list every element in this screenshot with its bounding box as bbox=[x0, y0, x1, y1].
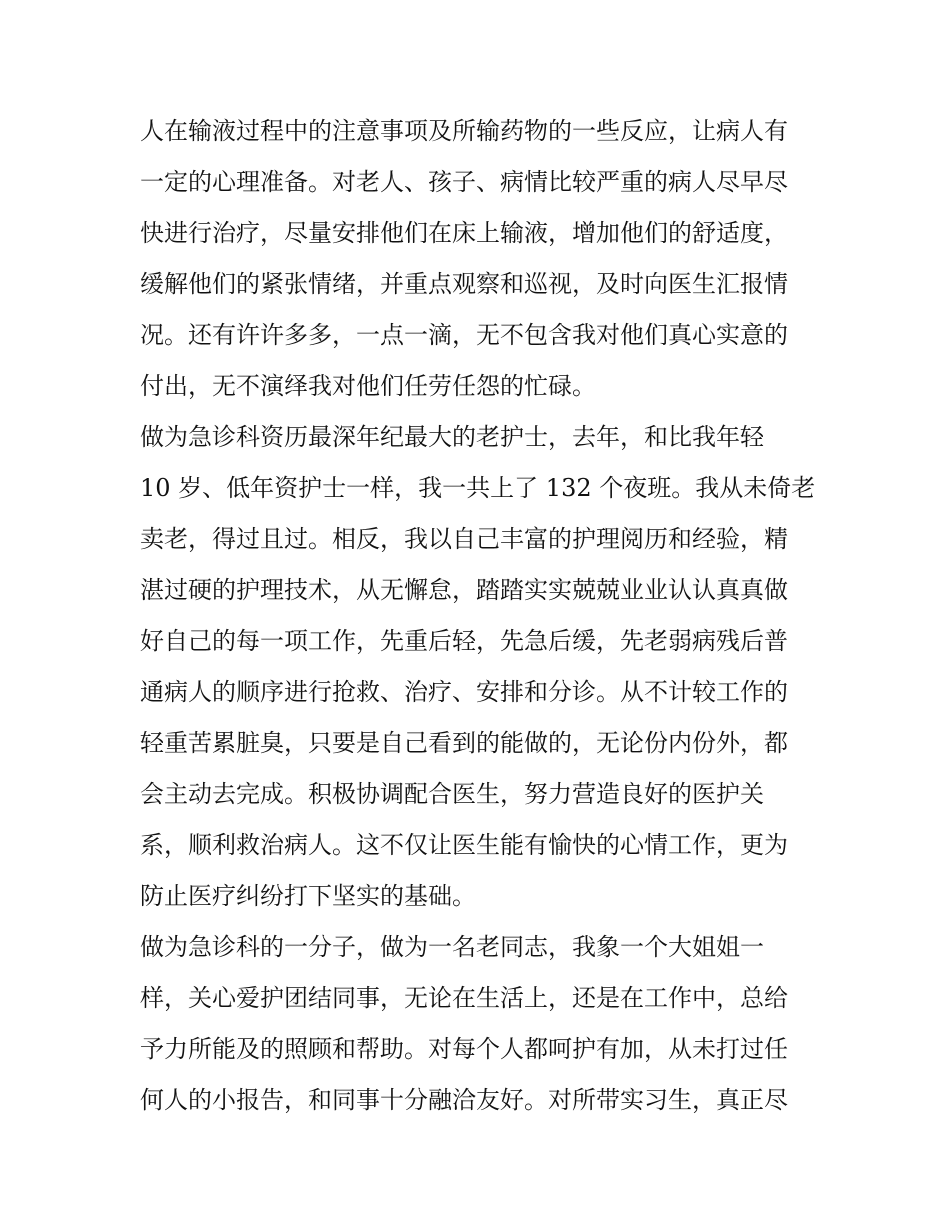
text-line: 况。还有许许多多，一点一滴，无不包含我对他们真心实意的 bbox=[140, 321, 788, 349]
text-line: 10 岁、低年资护士一样，我一共上了 132 个夜班。我从未倚老 bbox=[140, 474, 816, 502]
text-line: 一定的心理准备。对老人、孩子、病情比较严重的病人尽早尽 bbox=[140, 168, 788, 196]
text-line: 人在输液过程中的注意事项及所输药物的一些反应，让病人有 bbox=[140, 117, 788, 145]
text-line: 快进行治疗，尽量安排他们在床上输液，增加他们的舒适度， bbox=[140, 219, 788, 247]
text-line: 会主动去完成。积极协调配合医生，努力营造良好的医护关 bbox=[140, 780, 764, 808]
text-line: 付出，无不演绎我对他们任劳任怨的忙碌。 bbox=[140, 372, 596, 400]
text-line: 做为急诊科的一分子，做为一名老同志，我象一个大姐姐一 bbox=[140, 933, 764, 961]
document-body bbox=[140, 106, 820, 1126]
text-line: 湛过硬的护理技术，从无懈怠，踏踏实实兢兢业业认认真真做 bbox=[140, 576, 788, 604]
text-line: 防止医疗纠纷打下坚实的基础。 bbox=[140, 882, 476, 910]
text-line: 缓解他们的紧张情绪，并重点观察和巡视，及时向医生汇报情 bbox=[140, 270, 788, 298]
text-line: 好自己的每一项工作，先重后轻，先急后缓，先老弱病残后普 bbox=[140, 627, 788, 655]
text-line: 系，顺利救治病人。这不仅让医生能有愉快的心情工作，更为 bbox=[140, 831, 788, 859]
text-line: 何人的小报告，和同事十分融洽友好。对所带实习生，真正尽 bbox=[140, 1086, 788, 1114]
text-line: 轻重苦累脏臭，只要是自己看到的能做的，无论份内份外，都 bbox=[140, 729, 788, 757]
text-line: 卖老，得过且过。相反，我以自己丰富的护理阅历和经验，精 bbox=[140, 525, 788, 553]
text-line: 样，关心爱护团结同事，无论在生活上，还是在工作中，总给 bbox=[140, 984, 788, 1012]
text-line: 予力所能及的照顾和帮助。对每个人都呵护有加，从未打过任 bbox=[140, 1035, 788, 1063]
text-line: 做为急诊科资历最深年纪最大的老护士，去年，和比我年轻 bbox=[140, 423, 764, 451]
text-line: 通病人的顺序进行抢救、治疗、安排和分诊。从不计较工作的 bbox=[140, 678, 788, 706]
